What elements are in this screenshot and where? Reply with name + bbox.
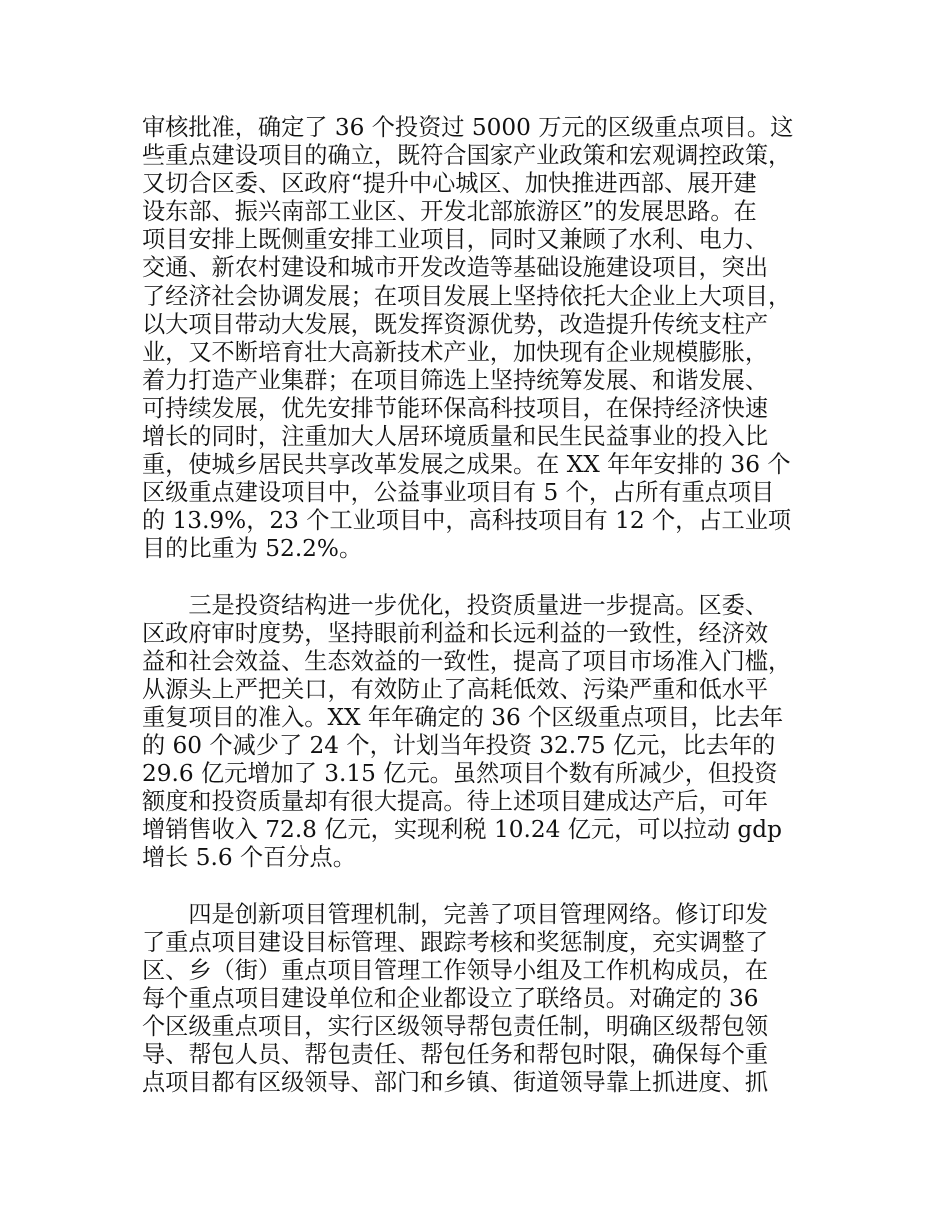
text-line: 个区级重点项目，实行区级领导帮包责任制，明确区级帮包领 <box>142 1013 769 1040</box>
text-line: 了重点项目建设目标管理、跟踪考核和奖惩制度，充实调整了 <box>142 928 769 956</box>
text-line: 每个重点项目建设单位和企业都设立了联络员。对确定的 36 <box>142 984 759 1012</box>
text-line: 导、帮包人员、帮包责任、帮包任务和帮包时限，确保每个重 <box>142 1041 769 1069</box>
text-line: 业，又不断培育壮大高新技术产业，加快现有企业规模膨胀， <box>142 338 769 366</box>
text-line: 重，使城乡居民共享改革发展之成果。在 XX 年年安排的 36 个 <box>142 451 791 479</box>
text-line: 的 13.9%，23 个工业项目中，高科技项目有 12 个，占工业项 <box>142 507 792 535</box>
text-line: 额度和投资质量却有很大提高。待上述项目建成达产后，可年 <box>142 788 769 816</box>
text-line: 重复项目的准入。XX 年年确定的 36 个区级重点项目，比去年 <box>142 703 784 731</box>
text-line: 可持续发展，优先安排节能环保高科技项目，在保持经济快速 <box>142 394 769 422</box>
document-body <box>142 114 832 1125</box>
text-line: 的 60 个减少了 24 个，计划当年投资 32.75 亿元，比去年的 <box>142 732 776 760</box>
text-line: 以大项目带动大发展，既发挥资源优势，改造提升传统支柱产 <box>142 310 769 338</box>
text-line: 益和社会效益、生态效益的一致性，提高了项目市场准入门槛， <box>142 647 792 675</box>
text-line: 增销售收入 72.8 亿元，实现利税 10.24 亿元，可以拉动 gdp <box>142 816 782 844</box>
text-line: 了经济社会协调发展；在项目发展上坚持依托大企业上大项目， <box>142 282 792 310</box>
text-line: 增长的同时，注重加大人居环境质量和民生民益事业的投入比 <box>142 423 769 451</box>
text-line: 区、乡（街）重点项目管理工作领导小组及工作机构成员，在 <box>142 956 769 984</box>
text-line: 点项目都有区级领导、部门和乡镇、街道领导靠上抓进度、抓 <box>142 1069 769 1097</box>
text-line: 设东部、振兴南部工业区、开发北部旅游区”的发展思路。在 <box>142 198 757 226</box>
text-line: 三是投资结构进一步优化，投资质量进一步提高。区委、 <box>142 591 769 619</box>
paragraph-3 <box>142 901 832 1098</box>
text-line: 区政府审时度势，坚持眼前利益和长远利益的一致性，经济效 <box>142 619 769 647</box>
text-line: 区级重点建设项目中，公益事业项目有 5 个，占所有重点项目 <box>142 479 775 507</box>
text-line: 些重点建设项目的确立，既符合国家产业政策和宏观调控政策， <box>142 142 792 170</box>
text-line: 从源头上严把关口，有效防止了高耗低效、污染严重和低水平 <box>142 675 769 703</box>
paragraph-2 <box>142 592 832 873</box>
text-line: 项目安排上既侧重安排工业项目，同时又兼顾了水利、电力、 <box>142 226 769 254</box>
text-line: 又切合区委、区政府“提升中心城区、加快推进西部、展开建 <box>142 170 757 198</box>
text-line: 着力打造产业集群；在项目筛选上坚持统筹发展、和谐发展、 <box>142 366 769 394</box>
text-line: 四是创新项目管理机制，完善了项目管理网络。修订印发 <box>142 900 769 928</box>
text-line: 交通、新农村建设和城市开发改造等基础设施建设项目，突出 <box>142 254 769 282</box>
text-line: 29.6 亿元增加了 3.15 亿元。虽然项目个数有所减少，但投资 <box>142 760 778 788</box>
text-line: 增长 5.6 个百分点。 <box>142 844 356 872</box>
text-line: 目的比重为 52.2%。 <box>142 535 363 563</box>
text-line: 审核批准，确定了 36 个投资过 5000 万元的区级重点项目。这 <box>142 114 794 141</box>
paragraph-1 <box>142 114 832 564</box>
